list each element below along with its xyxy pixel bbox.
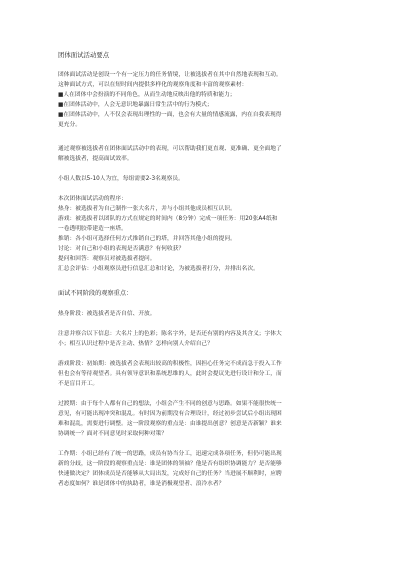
procedure-step: 讨论：对自己和小组的表现是否满意？有何收获？ — [58, 246, 185, 252]
transition-line: 难和混乱，需要进行调整。这一阶段观察的重点是：由谁提出创意？创意是否新颖？谁来 — [58, 421, 282, 427]
intro-bullet: ■人在团体中会扮演的不同角色，从而生动地反映出他的特质和能力； — [58, 92, 236, 98]
transition-line: 协调统一？面对不同意见时采取何种对策？ — [58, 431, 168, 437]
procedure-step: 提问和回答：观察员对被选拔者提问。 — [58, 256, 156, 262]
game-line: 不是盲目开工。 — [58, 381, 99, 387]
game-line: 但也会有等待观望者。具有领导意识和系统思维的人，此时会提议先进行设计和分工，而 — [58, 371, 282, 377]
notes-line: 小；相互认识过程中是否主动、热情？怎样向别人介绍自己？ — [58, 341, 213, 347]
work-line: 新的分歧，这一阶段的观察重点是：谁是团体的领袖？他是否有组织协调能力？是否能够 — [58, 461, 282, 467]
notes-paragraph — [58, 329, 352, 349]
procedure-step: 热身：被选拔者为自己制作一张大名片，并与小组其他成员相互认识。 — [58, 206, 236, 212]
procedure-title: 本次团体面试活动的程序： — [58, 196, 127, 202]
document-title: 团体面试活动要点 — [58, 51, 110, 59]
intro-line: 团体面试活动是创设一个有一定压力的任务情境，让被选拔者在其中自然地表现和互动。 — [58, 72, 282, 78]
purpose-line: 解被选拔者，提高面试效率。 — [58, 156, 133, 162]
group-size-text: 小组人数以5-10人为宜，每组需要2-3名观察员。 — [58, 176, 184, 182]
intro-bullet: ■在团体活动中，人不仅会表现出理性的一面，也会有大量的情感流露，内在自我表现得 — [58, 112, 282, 118]
intro-bullet: ■在团体活动中，人会无意识地暴露日常生活中的行为模式； — [58, 102, 213, 108]
transition-paragraph — [58, 399, 352, 439]
procedure-step: 汇总会评估：小组观察员进行信息汇总和讨论，为被选拔者打分，并排出名次。 — [58, 266, 259, 272]
work-line: 快速做决定？团体成员是否能够从大局出发，完成好自己的任务？当进展不顺利时，应聘 — [58, 471, 282, 477]
intro-paragraph — [58, 70, 352, 130]
purpose-line: 通过观察被选拔者在团体面试活动中的表现，可以帮助我们更直观、更准确、更全面地了 — [58, 146, 282, 152]
intro-line: 这种面试方式，可以在短时间内提供多样化的观察角度和丰富的观察素材： — [58, 82, 248, 88]
procedure-step: 游戏：被选拔者以团队的方式在规定的时间内（8分钟）完成一项任务：用20张A4纸和 — [58, 216, 278, 222]
purpose-paragraph — [58, 144, 352, 164]
game-stage-paragraph — [58, 359, 352, 389]
game-line: 游戏阶段：初始期：被选拔者会表现出较高的积极性，因担心任务完不成而急于投入工作 — [58, 361, 282, 367]
transition-line: 过渡期：由于每个人都有自己的想法，小组会产生不同的创意与思路。如果不能很快统一 — [58, 401, 282, 407]
work-line: 者态度如何？谁是团体中的执助者，谁是消极观望者、浪冷水者？ — [58, 481, 225, 487]
transition-line: 意见，有可能出现冲突和混乱。有时因为前期没有合理设计，经过初步尝试后小组出现困 — [58, 411, 282, 417]
procedure-step: 一卷透明胶带建造一座塔。 — [58, 226, 127, 232]
procedure-section — [58, 194, 352, 274]
work-line: 工作期：小组已经有了统一的思路，成员有协当分工，迅速完成各项任务，但仍可能出现 — [58, 451, 282, 457]
intro-line: 更充分。 — [58, 122, 81, 128]
work-stage-paragraph — [58, 449, 352, 489]
procedure-step: 推销：各小组可选择任何方式推销自己的塔，并回答其他小组的提问。 — [58, 236, 236, 242]
stages-title: 面试不同阶段的观察重点： — [58, 290, 133, 297]
warmup-stage: 热身阶段：被选拔者是否自信、开放。 — [58, 311, 156, 317]
notes-line: 注意并察合以下信息：大名片上的色彩；陈名字外，是否还有别的内容及其含义；字体大 — [58, 331, 282, 337]
